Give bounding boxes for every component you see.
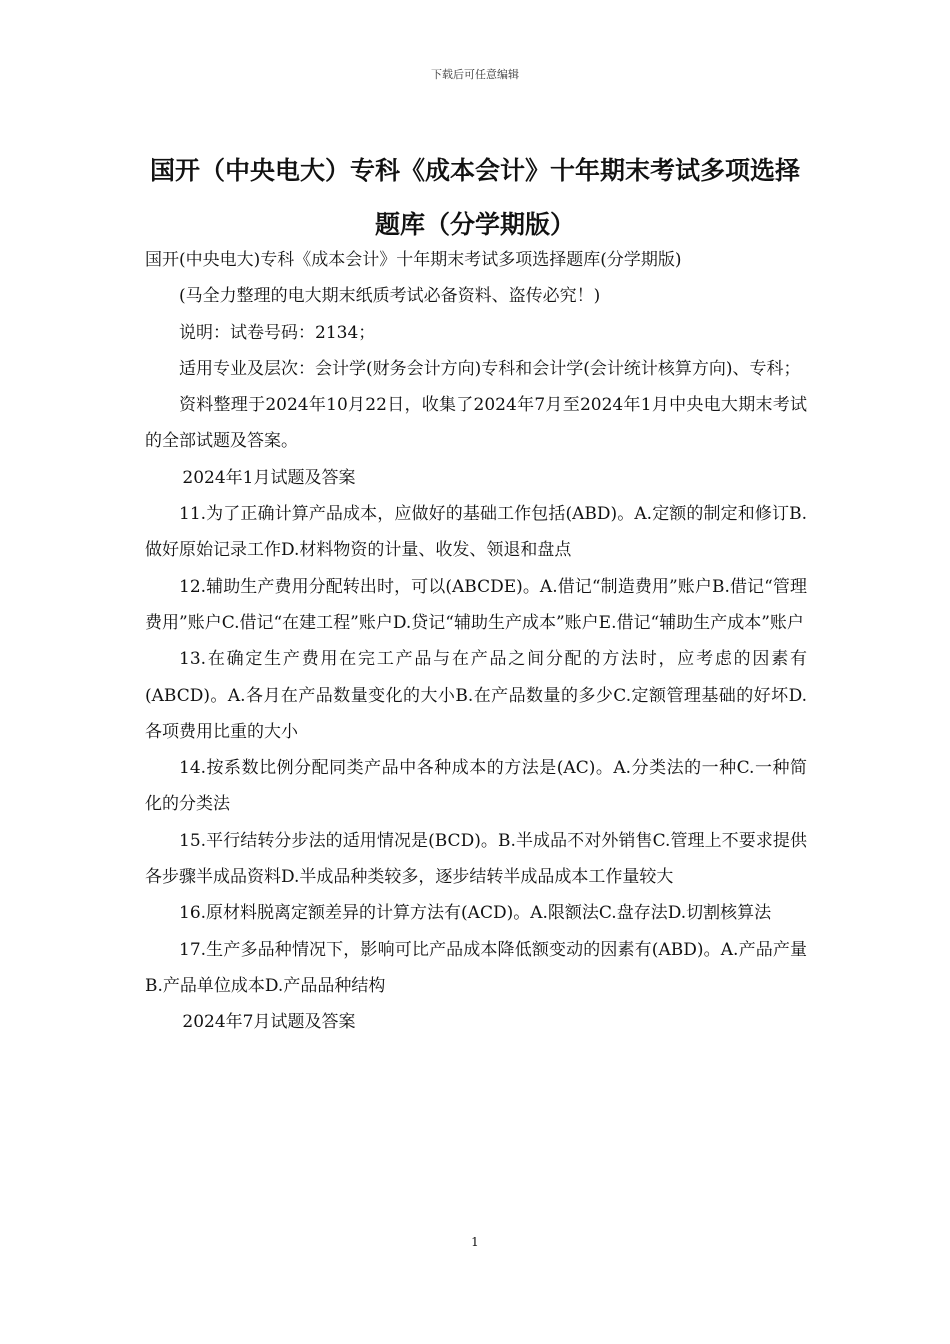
paragraph-subtitle: 国开(中央电大)专科《成本会计》十年期末考试多项选择题库(分学期版) (145, 250, 682, 270)
question-17: 17.生产多品种情况下，影响可比产品成本降低额变动的因素有(ABD)。A.产品产量B.产品单位成本D.产品品种结构 (145, 939, 807, 996)
header-note: 下载后可任意编辑 (431, 68, 519, 81)
section-heading-2024-jul: 2024年7月试题及答案 (182, 1012, 356, 1033)
paragraph-applicable-major: 适用专业及层次：会计学(财务会计方向)专科和会计学(会计统计核算方向)、专科； (179, 358, 801, 379)
question-16: 16.原材料脱离定额差异的计算方法有(ACD)。A.限额法C.盘存法D.切割核算法 (179, 903, 772, 924)
document-title: 国开（中央电大）专科《成本会计》十年期末考试多项选择题库（分学期版） (149, 156, 800, 239)
paragraph-copyright-note: (马全力整理的电大期末纸质考试必备资料、盗传必究！) (179, 286, 601, 307)
paragraph-compilation-date: 资料整理于2024年10月22日，收集了2024年7月至2024年1月中央电大期末考试的全部试题及答案。 (145, 395, 807, 452)
question-14: 14.按系数比例分配同类产品中各种成本的方法是(AC)。A.分类法的一种C.一种简化的分类法 (145, 758, 807, 815)
question-15: 15.平行结转分步法的适用情况是(BCD)。B.半成品不对外销售C.管理上不要求提供各步骤半成品资料D.半成品种类较多，逐步结转半成品成本工作量较大 (145, 830, 807, 888)
question-11: 11.为了正确计算产品成本，应做好的基础工作包括(ABD)。A.定额的制定和修订B.做好原始记录工作D.材料物资的计量、收发、领退和盘点 (145, 504, 807, 561)
paragraph-exam-number: 说明：试卷号码：2134； (179, 322, 376, 343)
document-body (145, 242, 807, 1041)
question-12: 12.辅助生产费用分配转出时，可以(ABCDE)。A.借记“制造费用”账户B.借记“管理费用”账户C.借记“在建工程”账户D.贷记“辅助生产成本”账户E.借记“辅助生产成本”账户 (145, 576, 807, 633)
page-number: 1 (471, 1235, 479, 1249)
question-13: 13.在确定生产费用在完工产品与在产品之间分配的方法时，应考虑的因素有(ABCD)。A.各月在产品数量变化的大小B.在产品数量的多少C.定额管理基础的好坏D.各项费用比重的大小 (145, 649, 807, 742)
section-heading-2024-jan: 2024年1月试题及答案 (182, 467, 356, 488)
